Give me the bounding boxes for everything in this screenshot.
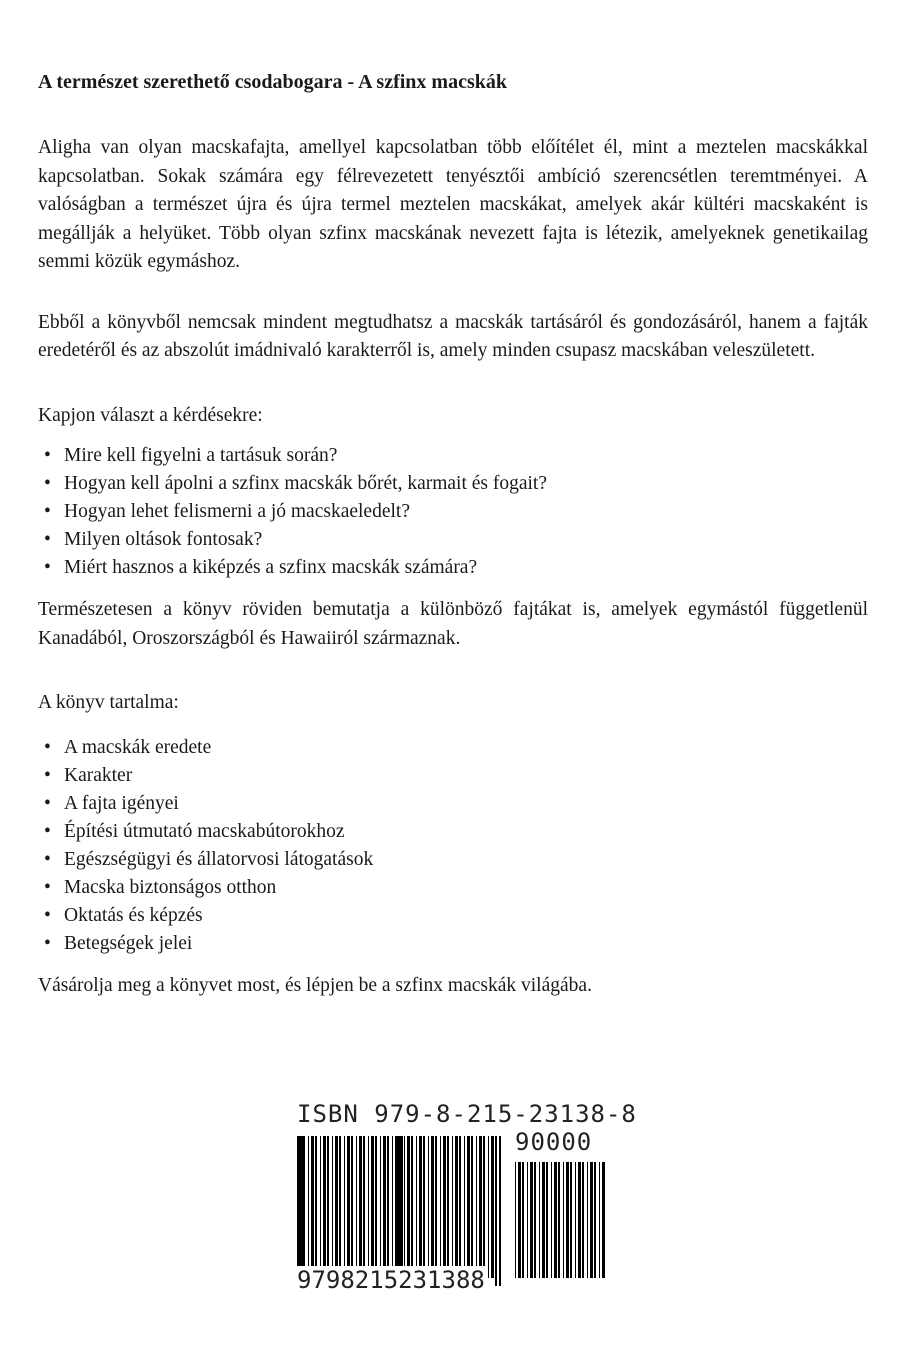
barcode-bar	[563, 1162, 564, 1278]
barcode-bar	[566, 1162, 569, 1278]
barcode-bar	[380, 1136, 381, 1278]
barcode-bar	[320, 1136, 321, 1278]
barcode-bar	[351, 1136, 353, 1278]
barcode-bar	[488, 1136, 489, 1278]
barcode-bar	[347, 1136, 350, 1278]
barcode-bar	[416, 1136, 417, 1278]
barcode-bar	[515, 1162, 516, 1278]
barcode-bar	[539, 1162, 540, 1278]
barcode-guard-bar	[301, 1136, 303, 1286]
barcode-bar	[315, 1136, 317, 1278]
barcode-bar	[392, 1136, 393, 1278]
list-item: • Miért hasznos a kiképzés a szfinx macskák számára?	[44, 557, 478, 578]
barcode-bar	[428, 1136, 429, 1278]
barcode-bar	[339, 1136, 341, 1278]
contents-list	[38, 734, 868, 958]
barcode-bar	[371, 1136, 374, 1278]
barcode-bar	[419, 1136, 422, 1278]
list-item: • Építési útmutató macskabútorokhoz	[44, 820, 345, 842]
barcode-bar	[590, 1162, 593, 1278]
barcode-bar	[554, 1162, 557, 1278]
barcode-bar	[459, 1136, 461, 1278]
barcode-bar	[411, 1136, 413, 1278]
barcode-bar	[452, 1136, 453, 1278]
barcode-bar	[404, 1136, 405, 1278]
barcode-bar	[363, 1136, 365, 1278]
barcode-bar	[522, 1162, 524, 1278]
barcode-bar	[455, 1136, 458, 1278]
barcode-bar	[368, 1136, 369, 1278]
list-item: • Macska biztonságos otthon	[44, 876, 277, 898]
barcode-bar	[323, 1136, 326, 1278]
barcode-guard-bar	[401, 1136, 403, 1286]
price-code: 90000	[515, 1128, 593, 1156]
barcode-bar	[471, 1136, 473, 1278]
barcode-guard-bar	[397, 1136, 399, 1286]
list-item: • Hogyan lehet felismerni a jó macskaeledelt?	[44, 501, 410, 522]
barcode-bar	[303, 1136, 305, 1278]
barcode-bar	[375, 1136, 377, 1278]
book-title: A természet szerethető csodabogara - A szfinx macskák	[38, 71, 507, 93]
barcode-bar	[570, 1162, 572, 1278]
barcode-bar	[483, 1136, 485, 1278]
barcode-bar	[311, 1136, 314, 1278]
barcode-bar	[431, 1136, 434, 1278]
list-item: • Betegségek jelei	[44, 932, 193, 954]
barcode-bar	[527, 1162, 528, 1278]
barcode-bar	[530, 1162, 533, 1278]
barcode-guard-bar	[495, 1136, 497, 1286]
barcode-bar	[344, 1136, 345, 1278]
barcode-bar	[332, 1136, 333, 1278]
barcode-bar	[479, 1136, 482, 1278]
list-item: • Egészségügyi és állatorvosi látogatások	[44, 848, 374, 870]
list-item: • A macskák eredete	[44, 736, 212, 758]
intro-paragraph: Aligha van olyan macskafajta, amellyel kapcsolatban több előítélet él, mint a meztelen macskákkal kapcsolatban. Sokak számára egy félrevezetett tenyésztői ambíció szerencsétlen teremtményei. A valóságban a természet újra és újra termel meztelen macskákat, amelyek akár kültéri macskaként is megállják a helyüket. Több olyan szfinx macskának nevezett fajta is létezik, amelyeknek genetikailag semmi közük egymáshoz.	[38, 137, 868, 272]
barcode-bar	[308, 1136, 309, 1278]
barcode-bar	[546, 1162, 548, 1278]
barcode-bar	[558, 1162, 560, 1278]
list-item: • Karakter	[44, 764, 133, 786]
barcode-bar	[335, 1136, 338, 1278]
barcode-bar	[356, 1136, 357, 1278]
list-item: • A fajta igényei	[44, 792, 179, 814]
back-cover-text	[38, 68, 868, 1000]
closing-paragraph: Vásárolja meg a könyvet most, és lépjen be a szfinx macskák világába.	[38, 974, 592, 996]
barcode-bar	[578, 1162, 581, 1278]
list-item: • Hogyan kell ápolni a szfinx macskák bőrét, karmait és fogait?	[44, 473, 548, 494]
barcode-bar	[551, 1162, 552, 1278]
barcode-bar	[387, 1136, 389, 1278]
barcode-bar	[575, 1162, 576, 1278]
contents-heading: A könyv tartalma:	[38, 692, 179, 713]
barcode-bar	[599, 1162, 600, 1278]
list-item: • Milyen oltások fontosak?	[44, 529, 263, 550]
barcode-bar	[467, 1136, 470, 1278]
barcode-bar	[491, 1136, 494, 1278]
barcode-bar	[542, 1162, 545, 1278]
breeds-paragraph: Természetesen a könyv röviden bemutatja a különböző fajtákat is, amelyek egymástól függetlenül Kanadából, Oroszországból és Hawaiiról származnak.	[38, 599, 868, 649]
barcode-bar	[594, 1162, 596, 1278]
barcode-bar	[447, 1136, 449, 1278]
list-item: • Oktatás és képzés	[44, 904, 203, 926]
barcode-bar	[534, 1162, 536, 1278]
barcode-bar	[602, 1162, 605, 1278]
barcode-bar	[327, 1136, 329, 1278]
isbn-label: ISBN 979-8-215-23138-8	[297, 1100, 637, 1128]
barcode-bar	[587, 1162, 588, 1278]
barcode-bar	[399, 1136, 401, 1278]
questions-list	[38, 442, 868, 582]
barcode-guard-bar	[297, 1136, 299, 1286]
barcode-bar	[359, 1136, 362, 1278]
list-item: • Mire kell figyelni a tartásuk során?	[44, 445, 338, 466]
barcode-bar	[440, 1136, 441, 1278]
barcode-bar	[582, 1162, 584, 1278]
barcode-bar	[407, 1136, 410, 1278]
ean-digits: 9798215231388	[297, 1266, 485, 1294]
book-paragraph: Ebből a könyvből nemcsak mindent megtudhatsz a macskák tartásáról és gondozásáról, hanem a fajták eredetéről és az abszolút imádnivaló karakterről is, amely minden csupasz macskában veleszületett.	[38, 311, 868, 361]
isbn-barcode	[295, 1100, 637, 1300]
barcode-bar	[435, 1136, 437, 1278]
barcode-bar	[518, 1162, 521, 1278]
barcode-bar	[443, 1136, 446, 1278]
barcode-bar	[464, 1136, 465, 1278]
barcode-bar	[423, 1136, 425, 1278]
barcode-bar	[383, 1136, 386, 1278]
barcode-bar	[476, 1136, 477, 1278]
barcode-guard-bar	[499, 1136, 501, 1286]
questions-heading: Kapjon választ a kérdésekre:	[38, 404, 263, 426]
